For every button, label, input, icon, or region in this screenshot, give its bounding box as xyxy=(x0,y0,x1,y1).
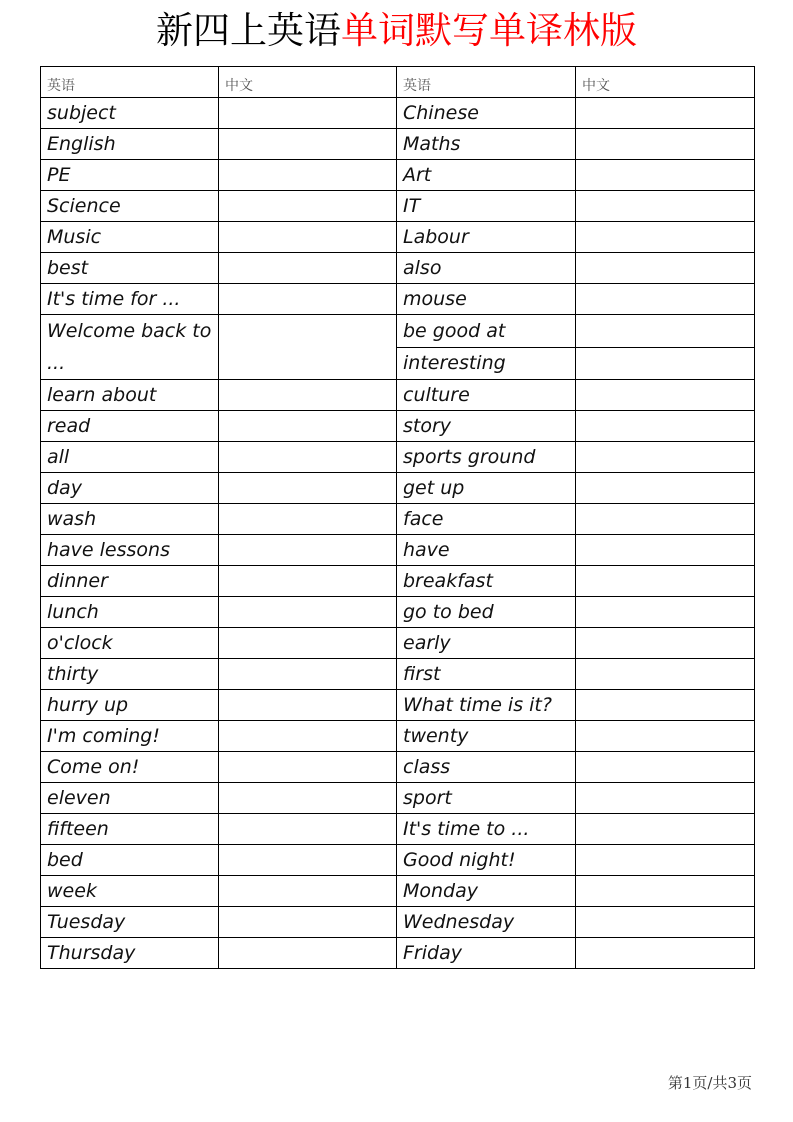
english-word-right: Maths xyxy=(397,129,576,160)
page-title-red-part: 单词默写单译林版 xyxy=(341,9,637,52)
table-row xyxy=(41,907,755,938)
chinese-answer-cell-left[interactable] xyxy=(219,690,397,721)
chinese-answer-cell-right[interactable] xyxy=(576,535,755,566)
table-row xyxy=(41,690,755,721)
header-chinese-left: 中文 xyxy=(219,67,397,98)
english-word-right: breakfast xyxy=(397,566,576,597)
chinese-answer-cell-left[interactable] xyxy=(219,783,397,814)
table-row xyxy=(41,721,755,752)
english-word-right: also xyxy=(397,253,576,284)
chinese-answer-cell-left[interactable] xyxy=(219,222,397,253)
english-word-left: Thursday xyxy=(41,938,219,969)
chinese-answer-cell-right[interactable] xyxy=(576,473,755,504)
table-row xyxy=(41,535,755,566)
chinese-answer-cell-left[interactable] xyxy=(219,566,397,597)
table-row xyxy=(41,597,755,628)
english-word-left: bed xyxy=(41,845,219,876)
table-row xyxy=(41,253,755,284)
chinese-answer-cell-left[interactable] xyxy=(219,315,397,380)
chinese-answer-cell-left[interactable] xyxy=(219,129,397,160)
chinese-answer-cell-right[interactable] xyxy=(576,160,755,191)
english-word-right: Chinese xyxy=(397,98,576,129)
chinese-answer-cell-right[interactable] xyxy=(576,315,755,348)
chinese-answer-cell-left[interactable] xyxy=(219,160,397,191)
vocabulary-table xyxy=(40,66,755,969)
chinese-answer-cell-left[interactable] xyxy=(219,876,397,907)
english-word-left: o'clock xyxy=(41,628,219,659)
chinese-answer-cell-right[interactable] xyxy=(576,191,755,222)
header-english-right: 英语 xyxy=(397,67,576,98)
english-word-left: Come on! xyxy=(41,752,219,783)
chinese-answer-cell-left[interactable] xyxy=(219,98,397,129)
table-header-row xyxy=(41,67,755,98)
english-word-left: read xyxy=(41,411,219,442)
chinese-answer-cell-right[interactable] xyxy=(576,129,755,160)
chinese-answer-cell-right[interactable] xyxy=(576,690,755,721)
table-row xyxy=(41,222,755,253)
english-word-left: day xyxy=(41,473,219,504)
table-row xyxy=(41,129,755,160)
chinese-answer-cell-left[interactable] xyxy=(219,411,397,442)
english-word-right: It's time to ... xyxy=(397,814,576,845)
table-row xyxy=(41,814,755,845)
chinese-answer-cell-left[interactable] xyxy=(219,253,397,284)
english-word-right: Good night! xyxy=(397,845,576,876)
english-word-right: Wednesday xyxy=(397,907,576,938)
table-row xyxy=(41,566,755,597)
table-row xyxy=(41,845,755,876)
table-row xyxy=(41,783,755,814)
english-word-left: English xyxy=(41,129,219,160)
chinese-answer-cell-right[interactable] xyxy=(576,752,755,783)
english-word-right: class xyxy=(397,752,576,783)
chinese-answer-cell-left[interactable] xyxy=(219,814,397,845)
table-row xyxy=(41,504,755,535)
english-word-left: thirty xyxy=(41,659,219,690)
chinese-answer-cell-right[interactable] xyxy=(576,876,755,907)
chinese-answer-cell-right[interactable] xyxy=(576,253,755,284)
table-row xyxy=(41,191,755,222)
table-row xyxy=(41,752,755,783)
english-word-right: sports ground xyxy=(397,442,576,473)
chinese-answer-cell-left[interactable] xyxy=(219,504,397,535)
page-title xyxy=(0,8,793,54)
english-word-right: Monday xyxy=(397,876,576,907)
chinese-answer-cell-left[interactable] xyxy=(219,845,397,876)
english-word-right: early xyxy=(397,628,576,659)
english-word-right: interesting xyxy=(397,347,576,380)
chinese-answer-cell-left[interactable] xyxy=(219,659,397,690)
english-word-left: fifteen xyxy=(41,814,219,845)
table-row xyxy=(41,315,755,348)
english-word-left: hurry up xyxy=(41,690,219,721)
english-word-right: get up xyxy=(397,473,576,504)
chinese-answer-cell-right[interactable] xyxy=(576,783,755,814)
table-row xyxy=(41,473,755,504)
english-word-left: PE xyxy=(41,160,219,191)
chinese-answer-cell-right[interactable] xyxy=(576,222,755,253)
english-word-right: Art xyxy=(397,160,576,191)
chinese-answer-cell-left[interactable] xyxy=(219,628,397,659)
chinese-answer-cell-left[interactable] xyxy=(219,442,397,473)
chinese-answer-cell-right[interactable] xyxy=(576,504,755,535)
english-word-right: sport xyxy=(397,783,576,814)
table-row xyxy=(41,380,755,411)
chinese-answer-cell-right[interactable] xyxy=(576,380,755,411)
chinese-answer-cell-left[interactable] xyxy=(219,752,397,783)
chinese-answer-cell-left[interactable] xyxy=(219,938,397,969)
table-row xyxy=(41,628,755,659)
chinese-answer-cell-right[interactable] xyxy=(576,98,755,129)
english-word-right: What time is it? xyxy=(397,690,576,721)
english-word-right: twenty xyxy=(397,721,576,752)
vocabulary-table-body xyxy=(41,98,755,969)
english-word-right: Labour xyxy=(397,222,576,253)
english-word-right: have xyxy=(397,535,576,566)
english-word-left: Music xyxy=(41,222,219,253)
english-word-right: mouse xyxy=(397,284,576,315)
english-word-right: first xyxy=(397,659,576,690)
chinese-answer-cell-right[interactable] xyxy=(576,938,755,969)
table-row xyxy=(41,98,755,129)
english-word-right: face xyxy=(397,504,576,535)
chinese-answer-cell-left[interactable] xyxy=(219,721,397,752)
english-word-right: story xyxy=(397,411,576,442)
english-word-right: go to bed xyxy=(397,597,576,628)
english-word-left: Welcome back to ... xyxy=(41,315,219,380)
chinese-answer-cell-right[interactable] xyxy=(576,721,755,752)
chinese-answer-cell-right[interactable] xyxy=(576,814,755,845)
chinese-answer-cell-left[interactable] xyxy=(219,597,397,628)
chinese-answer-cell-left[interactable] xyxy=(219,473,397,504)
english-word-left: week xyxy=(41,876,219,907)
chinese-answer-cell-right[interactable] xyxy=(576,347,755,380)
english-word-left: have lessons xyxy=(41,535,219,566)
chinese-answer-cell-right[interactable] xyxy=(576,845,755,876)
english-word-left: subject xyxy=(41,98,219,129)
table-row xyxy=(41,876,755,907)
table-row xyxy=(41,659,755,690)
english-word-right: Friday xyxy=(397,938,576,969)
english-word-left: learn about xyxy=(41,380,219,411)
english-word-left: It's time for ... xyxy=(41,284,219,315)
chinese-answer-cell-right[interactable] xyxy=(576,659,755,690)
english-word-right: be good at xyxy=(397,315,576,348)
english-word-left: eleven xyxy=(41,783,219,814)
english-word-left: dinner xyxy=(41,566,219,597)
table-row xyxy=(41,160,755,191)
page-number: 第1页/共3页 xyxy=(667,1074,752,1092)
header-chinese-right: 中文 xyxy=(576,67,755,98)
chinese-answer-cell-left[interactable] xyxy=(219,284,397,315)
chinese-answer-cell-left[interactable] xyxy=(219,380,397,411)
english-word-left: Tuesday xyxy=(41,907,219,938)
english-word-right: IT xyxy=(397,191,576,222)
english-word-left: I'm coming! xyxy=(41,721,219,752)
english-word-left: best xyxy=(41,253,219,284)
chinese-answer-cell-right[interactable] xyxy=(576,907,755,938)
chinese-answer-cell-right[interactable] xyxy=(576,566,755,597)
english-word-left: wash xyxy=(41,504,219,535)
chinese-answer-cell-right[interactable] xyxy=(576,411,755,442)
chinese-answer-cell-right[interactable] xyxy=(576,597,755,628)
english-word-right: culture xyxy=(397,380,576,411)
chinese-answer-cell-left[interactable] xyxy=(219,191,397,222)
chinese-answer-cell-right[interactable] xyxy=(576,284,755,315)
table-row xyxy=(41,411,755,442)
table-row xyxy=(41,938,755,969)
chinese-answer-cell-left[interactable] xyxy=(219,907,397,938)
table-row xyxy=(41,442,755,473)
header-english-left: 英语 xyxy=(41,67,219,98)
chinese-answer-cell-right[interactable] xyxy=(576,628,755,659)
english-word-left: all xyxy=(41,442,219,473)
table-row xyxy=(41,284,755,315)
chinese-answer-cell-left[interactable] xyxy=(219,535,397,566)
english-word-left: Science xyxy=(41,191,219,222)
page-title-black-part: 新四上英语 xyxy=(156,9,341,52)
chinese-answer-cell-right[interactable] xyxy=(576,442,755,473)
english-word-left: lunch xyxy=(41,597,219,628)
